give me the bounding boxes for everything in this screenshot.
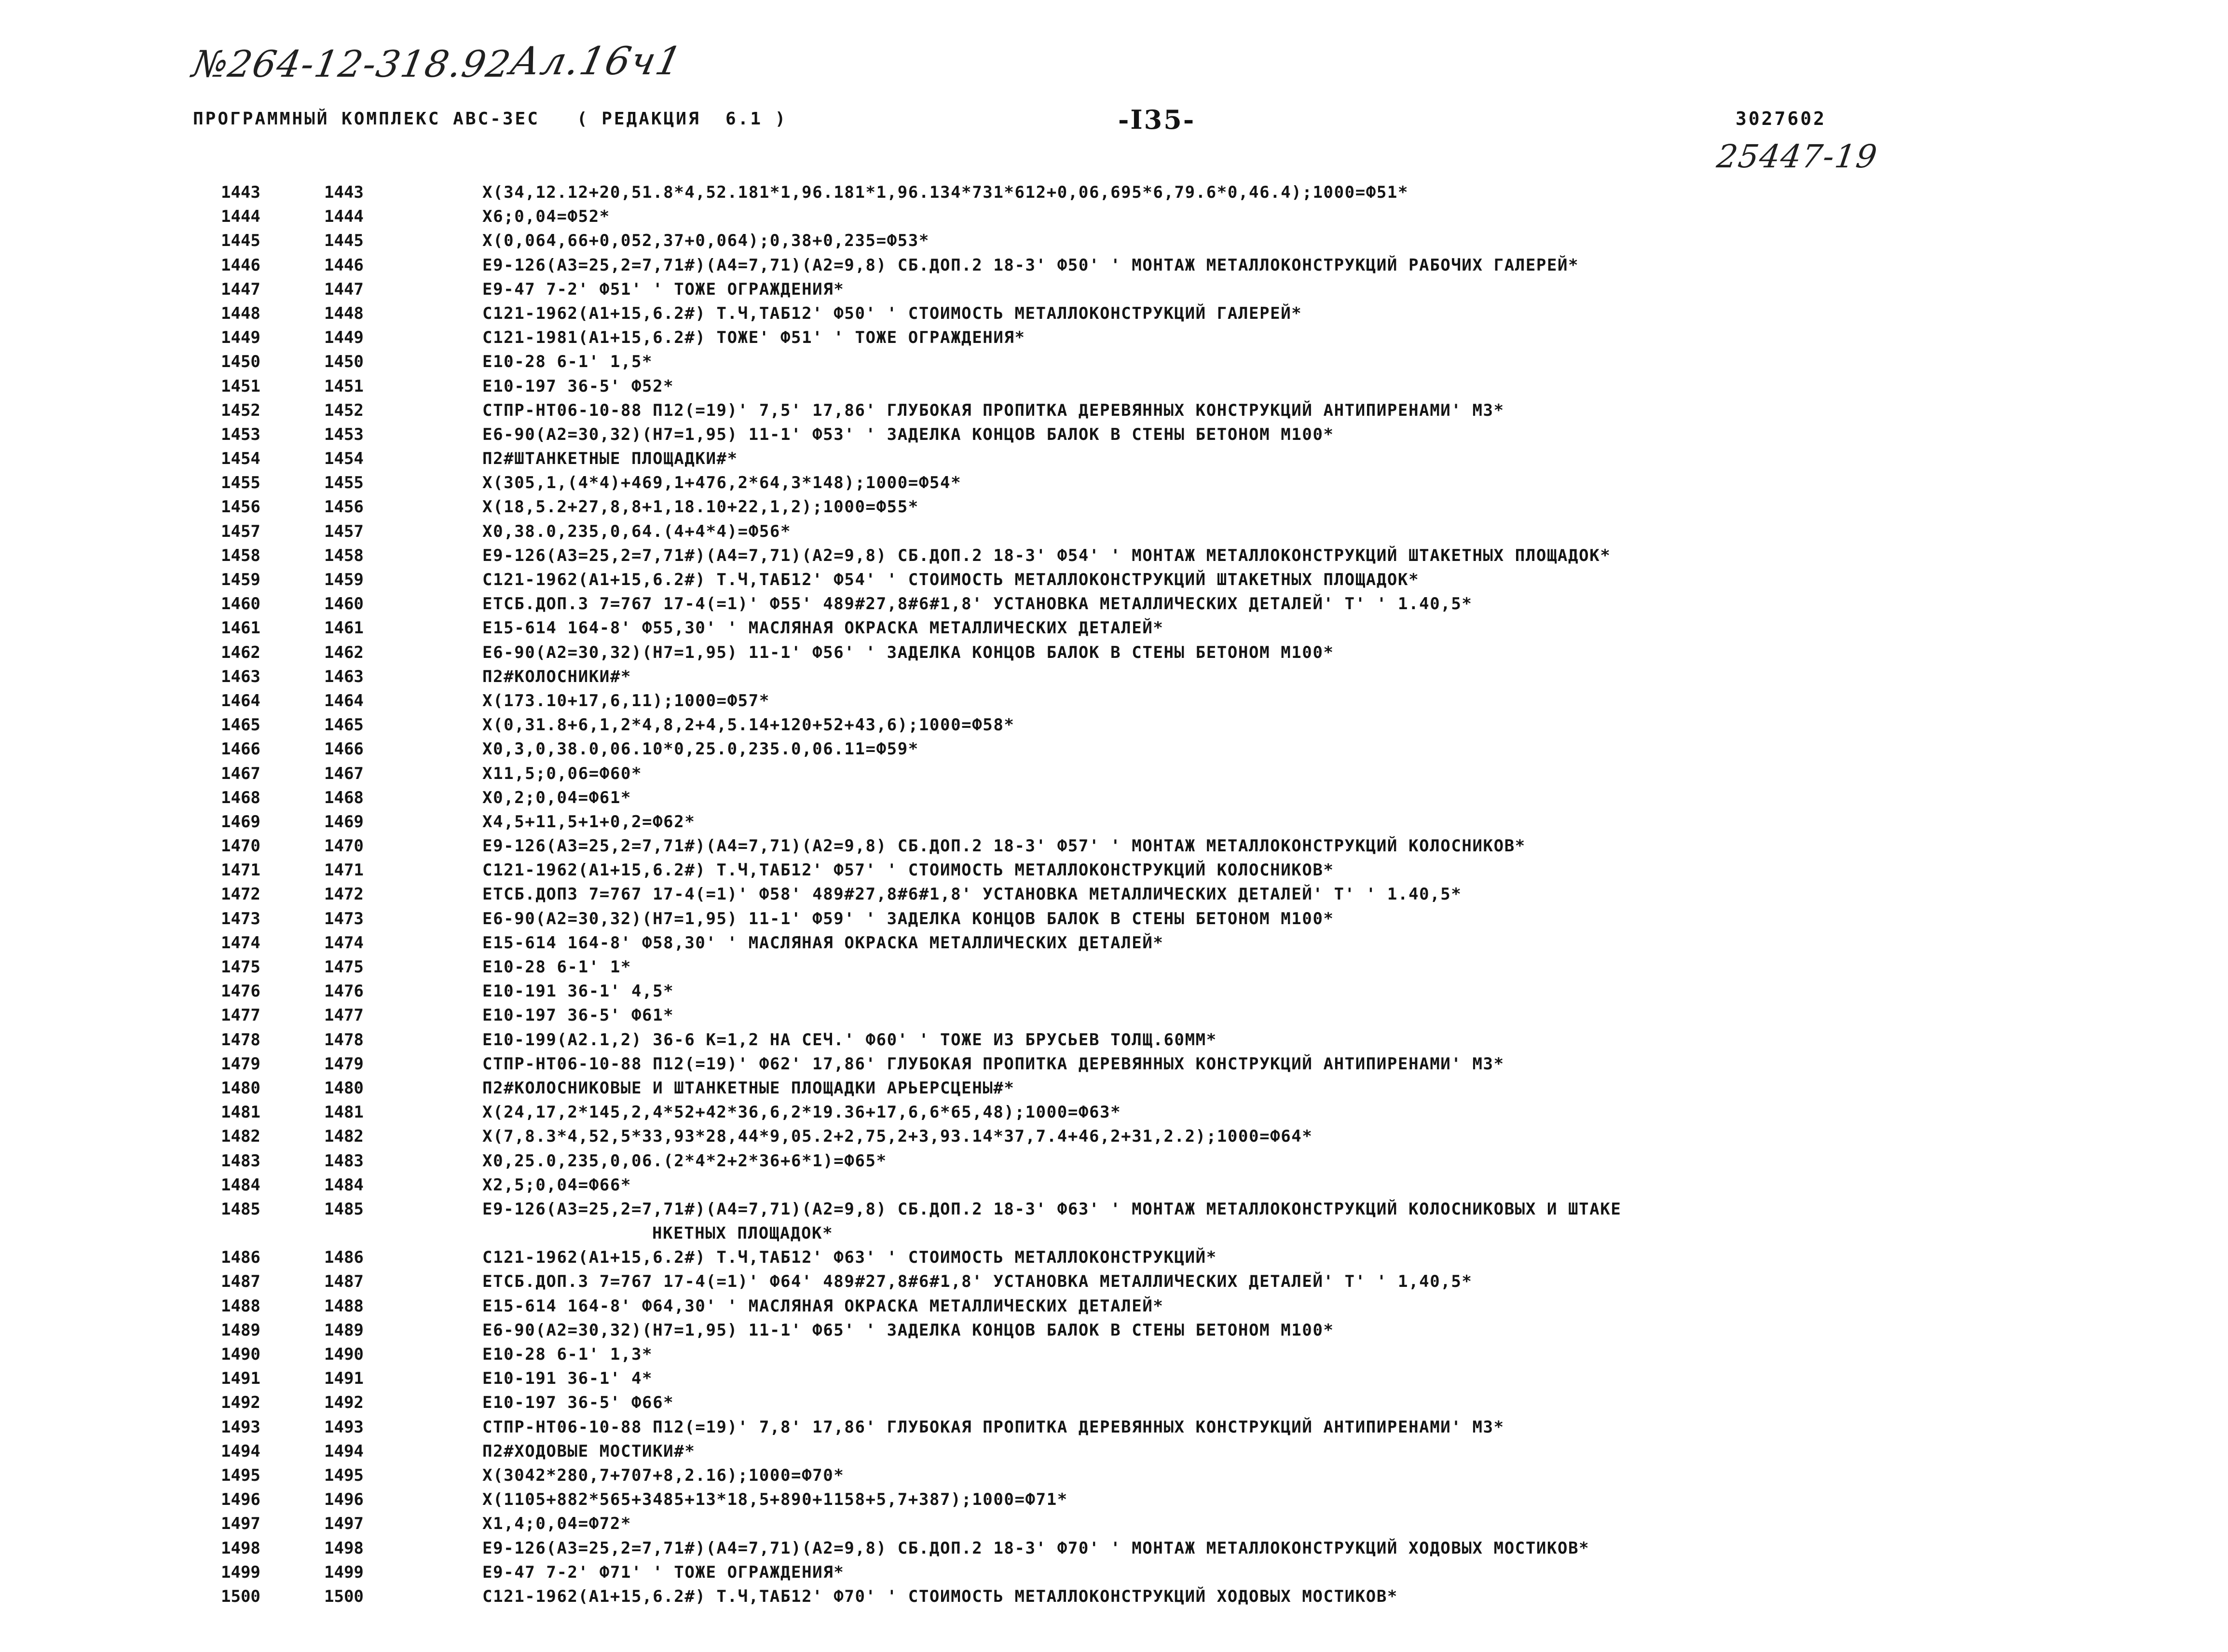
statement-text	[482, 762, 2171, 786]
line-number: 1459	[221, 570, 260, 589]
listing-line	[0, 495, 2228, 519]
line-number: 1472	[221, 885, 260, 904]
statement-number: 1446	[324, 255, 364, 275]
line-number: 1453	[221, 424, 260, 444]
statement-number: 1474	[324, 933, 364, 953]
statement-main-text: П2#ХОДОВЫЕ МОСТИКИ#*	[482, 1441, 696, 1461]
statement-text	[482, 1100, 2171, 1124]
listing-line	[0, 253, 2228, 277]
statement-main-text: X0,38.0,235,0,64.(4+4*4)=Ф56*	[482, 521, 792, 541]
statement-main-text: X(3042*280,7+707+8,2.16);1000=Ф70*	[482, 1465, 845, 1485]
statement-number: 1497	[324, 1514, 364, 1534]
listing-line	[0, 979, 2228, 1003]
statement-main-text: ЕТСБ.ДОП3 7=767 17-4(=1)' Ф58' 489#27,8#6#1,8' УСТАНОВКА МЕТАЛЛИЧЕСКИХ ДЕТАЛЕЙ' Т' ' 1.40,5*	[482, 885, 1462, 904]
statement-main-text: E6-90(A2=30,32)(H7=1,95) 11-1' Ф59' ' ЗАДЕЛКА КОНЦОВ БАЛОК В СТЕНЫ БЕТОНОМ М100*	[482, 909, 1334, 928]
statement-main-text: C121-1962(A1+15,6.2#) Т.Ч,ТАБ12' Ф50' ' СТОИМОСТЬ МЕТАЛЛОКОНСТРУКЦИЙ ГАЛЕРЕЙ*	[482, 303, 1302, 323]
listing-line	[0, 229, 2228, 253]
statement-main-text: E10-191 36-1' 4*	[482, 1369, 653, 1389]
statement-number: 1486	[324, 1248, 364, 1268]
listing-line	[0, 1463, 2228, 1488]
listing-line	[0, 326, 2228, 350]
statement-main-text: E9-126(A3=25,2=7,71#)(A4=7,71)(A2=9,8) СБ.ДОП.2 18-3' Ф57' ' МОНТАЖ МЕТАЛЛОКОНСТРУКЦИЙ КОЛОСНИКОВ*	[482, 836, 1526, 856]
statement-main-text: E10-199(A2.1,2) 36-6 К=1,2 НА СЕЧ.' Ф60' ' ТОЖЕ ИЗ БРУСЬЕВ ТОЛЩ.60ММ*	[482, 1030, 1217, 1050]
listing-line	[0, 737, 2228, 761]
statement-number: 1498	[324, 1538, 364, 1558]
statement-main-text: E10-28 6-1' 1*	[482, 957, 631, 977]
handwritten-document-number: 25447-19	[1714, 138, 1880, 175]
statement-main-text: X(0,31.8+6,1,2*4,8,2+4,5.14+120+52+43,6);1000=Ф58*	[482, 715, 1015, 735]
listing-line	[0, 810, 2228, 834]
statement-text	[482, 568, 2171, 592]
line-number: 1461	[221, 618, 260, 638]
statement-number: 1494	[324, 1441, 364, 1461]
line-number: 1458	[221, 546, 260, 565]
line-number: 1475	[221, 957, 260, 977]
statement-text	[482, 447, 2171, 471]
line-number: 1469	[221, 812, 260, 832]
statement-text	[482, 1173, 2171, 1197]
statement-text	[482, 1270, 2171, 1294]
statement-text	[482, 665, 2171, 689]
statement-main-text: X4,5+11,5+1+0,2=Ф62*	[482, 812, 696, 832]
statement-main-text: E6-90(A2=30,32)(H7=1,95) 11-1' Ф53' ' ЗАДЕЛКА КОНЦОВ БАЛОК В СТЕНЫ БЕТОНОМ М100*	[482, 424, 1334, 444]
statement-text	[482, 1366, 2171, 1391]
line-number: 1465	[221, 715, 260, 735]
listing-line	[0, 471, 2228, 495]
line-number: 1487	[221, 1272, 260, 1292]
listing-line	[0, 689, 2228, 713]
statement-text	[482, 1560, 2171, 1584]
line-number: 1498	[221, 1538, 260, 1558]
line-number: 1493	[221, 1417, 260, 1437]
line-number: 1480	[221, 1078, 260, 1098]
statement-number: 1479	[324, 1054, 364, 1074]
listing-line	[0, 641, 2228, 665]
line-number: 1446	[221, 255, 260, 275]
statement-number: 1499	[324, 1562, 364, 1582]
listing-line	[0, 858, 2228, 882]
statement-main-text: E6-90(A2=30,32)(H7=1,95) 11-1' Ф65' ' ЗАДЕЛКА КОНЦОВ БАЛОК В СТЕНЫ БЕТОНОМ М100*	[482, 1320, 1334, 1340]
statement-main-text: E9-47 7-2' Ф71' ' ТОЖЕ ОГРАЖДЕНИЯ*	[482, 1562, 845, 1582]
statement-text	[482, 471, 2171, 495]
listing-line	[0, 1270, 2228, 1294]
statement-number: 1488	[324, 1296, 364, 1316]
statement-text	[482, 882, 2171, 906]
statement-main-text: П2#ШТАНКЕТНЫЕ ПЛОЩАДКИ#*	[482, 449, 738, 469]
statement-main-text: E6-90(A2=30,32)(H7=1,95) 11-1' Ф56' ' ЗАДЕЛКА КОНЦОВ БАЛОК В СТЕНЫ БЕТОНОМ М100*	[482, 642, 1334, 662]
listing-line	[0, 931, 2228, 955]
line-number: 1484	[221, 1175, 260, 1195]
statement-number: 1455	[324, 473, 364, 493]
statement-main-text: X2,5;0,04=Ф66*	[482, 1175, 631, 1195]
statement-number: 1485	[324, 1199, 364, 1219]
statement-main-text: C121-1962(A1+15,6.2#) Т.Ч,ТАБ12' Ф70' ' СТОИМОСТЬ МЕТАЛЛОКОНСТРУКЦИЙ ХОДОВЫХ МОСТИКОВ*	[482, 1586, 1398, 1606]
statement-number: 1443	[324, 183, 364, 202]
statement-main-text: П2#КОЛОСНИКИ#*	[482, 667, 631, 686]
statement-text	[482, 1342, 2171, 1366]
statement-number: 1489	[324, 1320, 364, 1340]
statement-main-text: E10-191 36-1' 4,5*	[482, 982, 674, 1001]
statement-main-text: E15-614 164-8' Ф58,30' ' МАСЛЯНАЯ ОКРАСКА МЕТАЛЛИЧЕСКИХ ДЕТАЛЕЙ*	[482, 933, 1164, 953]
statement-number: 1473	[324, 909, 364, 928]
statement-number: 1492	[324, 1393, 364, 1413]
line-number: 1476	[221, 982, 260, 1001]
statement-text	[482, 495, 2171, 519]
statement-text	[482, 713, 2171, 737]
document-code: 3027602	[1736, 108, 1827, 129]
listing-line	[0, 398, 2228, 423]
statement-number: 1484	[324, 1175, 364, 1195]
statement-main-text: E10-197 36-5' Ф66*	[482, 1393, 674, 1413]
line-number: 1492	[221, 1393, 260, 1413]
statement-main-text: X6;0,04=Ф52*	[482, 207, 610, 227]
listing-line	[0, 1391, 2228, 1415]
statement-text	[482, 253, 2171, 277]
statement-main-text: E9-126(A3=25,2=7,71#)(A4=7,71)(A2=9,8) СБ.ДОП.2 18-3' Ф50' ' МОНТАЖ МЕТАЛЛОКОНСТРУКЦИЙ РАБОЧИХ ГАЛЕРЕЙ*	[482, 255, 1579, 275]
statement-text	[482, 616, 2171, 640]
line-number: 1482	[221, 1127, 260, 1147]
listing-line	[0, 834, 2228, 858]
listing-line	[0, 592, 2228, 616]
listing-line	[0, 423, 2228, 447]
statement-main-text: C121-1962(A1+15,6.2#) Т.Ч,ТАБ12' Ф54' ' СТОИМОСТЬ МЕТАЛЛОКОНСТРУКЦИЙ ШТАКЕТНЫХ ПЛОЩАДОК*	[482, 570, 1420, 589]
statement-text	[482, 374, 2171, 398]
listing-line	[0, 447, 2228, 471]
line-number: 1495	[221, 1465, 260, 1485]
statement-text	[482, 1245, 2171, 1270]
listing-line	[0, 713, 2228, 737]
statement-main-text: X0,3,0,38.0,06.10*0,25.0,235.0,06.11=Ф59*	[482, 739, 919, 759]
statement-number: 1472	[324, 885, 364, 904]
statement-main-text: X(34,12.12+20,51.8*4,52.181*1,96.181*1,96.134*731*612+0,06,695*6,79.6*0,46.4);1000=Ф51*	[482, 183, 1409, 202]
statement-main-text: СТПР-НТ06-10-88 П12(=19)' 7,5' 17,86' ГЛУБОКАЯ ПРОПИТКА ДЕРЕВЯННЫХ КОНСТРУКЦИЙ АНТИПИРЕНАМИ' М3*	[482, 400, 1504, 420]
statement-main-text: E9-126(A3=25,2=7,71#)(A4=7,71)(A2=9,8) СБ.ДОП.2 18-3' Ф54' ' МОНТАЖ МЕТАЛЛОКОНСТРУКЦИЙ ШТАКЕТНЫХ ПЛОЩАДОК*	[482, 546, 1611, 565]
statement-main-text: E15-614 164-8' Ф55,30' ' МАСЛЯНАЯ ОКРАСКА МЕТАЛЛИЧЕСКИХ ДЕТАЛЕЙ*	[482, 618, 1164, 638]
statement-text	[482, 786, 2171, 810]
statement-text	[482, 326, 2171, 350]
statement-text	[482, 519, 2171, 544]
statement-main-text: X(7,8.3*4,52,5*33,93*28,44*9,05.2+2,75,2+3,93.14*37,7.4+46,2+31,2.2);1000=Ф64*	[482, 1127, 1313, 1147]
statement-main-text: X(24,17,2*145,2,4*52+42*36,6,2*19.36+17,6,6*65,48);1000=Ф63*	[482, 1103, 1121, 1122]
statement-main-text: C121-1962(A1+15,6.2#) Т.Ч,ТАБ12' Ф63' ' СТОИМОСТЬ МЕТАЛЛОКОНСТРУКЦИЙ*	[482, 1248, 1217, 1268]
statement-text	[482, 1003, 2171, 1027]
statement-text	[482, 907, 2171, 931]
line-number: 1499	[221, 1562, 260, 1582]
statement-number: 1463	[324, 667, 364, 686]
statement-text	[482, 1149, 2171, 1173]
listing-line	[0, 1415, 2228, 1439]
listing-line	[0, 955, 2228, 979]
statement-text	[482, 737, 2171, 761]
line-number: 1483	[221, 1151, 260, 1171]
listing-line	[0, 1173, 2228, 1197]
line-number: 1477	[221, 1006, 260, 1025]
statement-main-text: СТПР-НТ06-10-88 П12(=19)' Ф62' 17,86' ГЛУБОКАЯ ПРОПИТКА ДЕРЕВЯННЫХ КОНСТРУКЦИЙ АНТИПИРЕНАМИ' М3*	[482, 1054, 1504, 1074]
listing-line	[0, 1052, 2228, 1076]
statement-number: 1468	[324, 788, 364, 807]
listing-line	[0, 786, 2228, 810]
statement-text	[482, 1124, 2171, 1148]
statement-number: 1482	[324, 1127, 364, 1147]
statement-text	[482, 1028, 2171, 1052]
line-number: 1470	[221, 836, 260, 856]
statement-text	[482, 1294, 2171, 1318]
line-number: 1456	[221, 497, 260, 517]
statement-number: 1483	[324, 1151, 364, 1171]
line-number: 1467	[221, 764, 260, 783]
statement-main-text: E10-197 36-5' Ф61*	[482, 1006, 674, 1025]
statement-main-text: X(0,064,66+0,052,37+0,064);0,38+0,235=Ф53*	[482, 231, 929, 251]
listing-line	[0, 301, 2228, 326]
listing-line	[0, 568, 2228, 592]
statement-main-text: C121-1962(A1+15,6.2#) Т.Ч,ТАБ12' Ф57' ' СТОИМОСТЬ МЕТАЛЛОКОНСТРУКЦИЙ КОЛОСНИКОВ*	[482, 860, 1334, 880]
statement-number: 1447	[324, 279, 364, 299]
statement-main-text: E15-614 164-8' Ф64,30' ' МАСЛЯНАЯ ОКРАСКА МЕТАЛЛИЧЕСКИХ ДЕТАЛЕЙ*	[482, 1296, 1164, 1316]
listing-line	[0, 907, 2228, 931]
statement-text	[482, 423, 2171, 447]
listing-line	[0, 665, 2228, 689]
statement-main-text: E10-197 36-5' Ф52*	[482, 376, 674, 396]
listing-line	[0, 1536, 2228, 1560]
statement-number: 1487	[324, 1272, 364, 1292]
statement-number: 1452	[324, 400, 364, 420]
line-number: 1486	[221, 1248, 260, 1268]
line-number: 1473	[221, 909, 260, 928]
listing-line	[0, 1149, 2228, 1173]
statement-number: 1466	[324, 739, 364, 759]
statement-number: 1461	[324, 618, 364, 638]
statement-text	[482, 398, 2171, 423]
statement-main-text: СТПР-НТ06-10-88 П12(=19)' 7,8' 17,86' ГЛУБОКАЯ ПРОПИТКА ДЕРЕВЯННЫХ КОНСТРУКЦИЙ АНТИПИРЕНАМИ' М3*	[482, 1417, 1504, 1437]
listing-line	[0, 277, 2228, 301]
statement-number: 1467	[324, 764, 364, 783]
statement-number: 1477	[324, 1006, 364, 1025]
program-header: ПРОГРАММНЫЙ КОМПЛЕКС АВС-3ЕС ( РЕДАКЦИЯ 6.1 )	[193, 109, 788, 129]
statement-text	[482, 1536, 2171, 1560]
listing-line	[0, 1124, 2228, 1148]
statement-number: 1496	[324, 1490, 364, 1510]
statement-text	[482, 180, 2171, 205]
line-number: 1460	[221, 594, 260, 614]
statement-number: 1476	[324, 982, 364, 1001]
listing-line	[0, 1245, 2228, 1270]
statement-number: 1457	[324, 521, 364, 541]
line-number: 1478	[221, 1030, 260, 1050]
line-number: 1471	[221, 860, 260, 880]
statement-text	[482, 858, 2171, 882]
statement-main-text: E9-126(A3=25,2=7,71#)(A4=7,71)(A2=9,8) СБ.ДОП.2 18-3' Ф70' ' МОНТАЖ МЕТАЛЛОКОНСТРУКЦИЙ ХОДОВЫХ МОСТИКОВ*	[482, 1538, 1590, 1558]
statement-number: 1454	[324, 449, 364, 469]
statement-number: 1495	[324, 1465, 364, 1485]
statement-number: 1462	[324, 642, 364, 662]
line-number: 1457	[221, 521, 260, 541]
listing-line	[0, 1512, 2228, 1536]
listing-line	[0, 616, 2228, 640]
line-number: 1466	[221, 739, 260, 759]
statement-text	[482, 1076, 2171, 1100]
line-number: 1451	[221, 376, 260, 396]
line-number: 1447	[221, 279, 260, 299]
line-number: 1494	[221, 1441, 260, 1461]
statement-text	[482, 1318, 2171, 1342]
statement-text	[482, 229, 2171, 253]
statement-number: 1481	[324, 1103, 364, 1122]
line-number: 1463	[221, 667, 260, 686]
statement-main-text: ЕТСБ.ДОП.3 7=767 17-4(=1)' Ф55' 489#27,8#6#1,8' УСТАНОВКА МЕТАЛЛИЧЕСКИХ ДЕТАЛЕЙ' Т' ' 1.40,5*	[482, 594, 1473, 614]
statement-number: 1449	[324, 328, 364, 348]
statement-number: 1491	[324, 1369, 364, 1389]
listing-line	[0, 1100, 2228, 1124]
statement-text	[482, 810, 2171, 834]
statement-text	[482, 834, 2171, 858]
line-number: 1444	[221, 207, 260, 227]
statement-text	[482, 1197, 2171, 1245]
line-number: 1452	[221, 400, 260, 420]
statement-text	[482, 931, 2171, 955]
listing-line	[0, 1076, 2228, 1100]
statement-number: 1460	[324, 594, 364, 614]
statement-main-text: X11,5;0,06=Ф60*	[482, 764, 642, 783]
statement-text	[482, 1488, 2171, 1512]
statement-text	[482, 205, 2171, 229]
listing-line	[0, 1197, 2228, 1245]
statement-text	[482, 1391, 2171, 1415]
statement-number: 1444	[324, 207, 364, 227]
code-listing	[0, 180, 2228, 1609]
statement-main-text: C121-1981(A1+15,6.2#) ТОЖЕ' Ф51' ' ТОЖЕ ОГРАЖДЕНИЯ*	[482, 328, 1025, 348]
line-number: 1468	[221, 788, 260, 807]
statement-text	[482, 1512, 2171, 1536]
statement-text	[482, 1052, 2171, 1076]
line-number: 1462	[221, 642, 260, 662]
line-number: 1455	[221, 473, 260, 493]
statement-main-text: X(305,1,(4*4)+469,1+476,2*64,3*148);1000=Ф54*	[482, 473, 962, 493]
line-number: 1488	[221, 1296, 260, 1316]
listing-line	[0, 1342, 2228, 1366]
statement-main-text: X(173.10+17,6,11);1000=Ф57*	[482, 691, 770, 710]
statement-text	[482, 1463, 2171, 1488]
line-number: 1443	[221, 183, 260, 202]
statement-text	[482, 544, 2171, 568]
statement-number: 1480	[324, 1078, 364, 1098]
listing-line	[0, 374, 2228, 398]
line-number: 1491	[221, 1369, 260, 1389]
listing-line	[0, 519, 2228, 544]
statement-text	[482, 277, 2171, 301]
statement-main-text: П2#КОЛОСНИКОВЫЕ И ШТАНКЕТНЫЕ ПЛОЩАДКИ АРЬЕРСЦЕНЫ#*	[482, 1078, 1015, 1098]
line-number: 1497	[221, 1514, 260, 1534]
statement-main-text: E9-126(A3=25,2=7,71#)(A4=7,71)(A2=9,8) СБ.ДОП.2 18-3' Ф63' ' МОНТАЖ МЕТАЛЛОКОНСТРУКЦИЙ КОЛОСНИКОВЫХ И ШТАКЕ	[482, 1199, 1622, 1219]
statement-number: 1493	[324, 1417, 364, 1437]
listing-line	[0, 1028, 2228, 1052]
line-number: 1454	[221, 449, 260, 469]
line-number: 1500	[221, 1586, 260, 1606]
statement-number: 1465	[324, 715, 364, 735]
line-number: 1485	[221, 1199, 260, 1219]
listing-line	[0, 882, 2228, 906]
statement-main-text: E10-28 6-1' 1,3*	[482, 1345, 653, 1365]
line-number: 1496	[221, 1490, 260, 1510]
line-number: 1489	[221, 1320, 260, 1340]
line-number: 1479	[221, 1054, 260, 1074]
listing-line	[0, 544, 2228, 568]
listing-line	[0, 1366, 2228, 1391]
statement-number: 1458	[324, 546, 364, 565]
statement-number: 1459	[324, 570, 364, 589]
line-number: 1464	[221, 691, 260, 710]
line-number: 1445	[221, 231, 260, 251]
handwritten-sheet-note: Ал.16ч1	[506, 39, 687, 83]
line-number: 1449	[221, 328, 260, 348]
handwritten-registry-number: №264-12-318.92	[189, 42, 515, 85]
statement-main-text: X0,2;0,04=Ф61*	[482, 788, 631, 807]
statement-text	[482, 1415, 2171, 1439]
statement-number: 1453	[324, 424, 364, 444]
statement-main-text: X0,25.0,235,0,06.(2*4*2+2*36+6*1)=Ф65*	[482, 1151, 887, 1171]
statement-main-text: E10-28 6-1' 1,5*	[482, 352, 653, 372]
listing-line	[0, 1003, 2228, 1027]
line-number: 1450	[221, 352, 260, 372]
line-number: 1481	[221, 1103, 260, 1122]
statement-number: 1500	[324, 1586, 364, 1606]
statement-text	[482, 979, 2171, 1003]
statement-number: 1478	[324, 1030, 364, 1050]
statement-number: 1469	[324, 812, 364, 832]
statement-number: 1445	[324, 231, 364, 251]
line-number: 1490	[221, 1345, 260, 1365]
line-number: 1448	[221, 303, 260, 323]
statement-text	[482, 1584, 2171, 1609]
statement-text	[482, 592, 2171, 616]
listing-line	[0, 762, 2228, 786]
statement-text	[482, 955, 2171, 979]
listing-line	[0, 1294, 2228, 1318]
statement-number: 1456	[324, 497, 364, 517]
statement-number: 1471	[324, 860, 364, 880]
statement-number: 1450	[324, 352, 364, 372]
listing-line	[0, 205, 2228, 229]
listing-line	[0, 1318, 2228, 1342]
listing-line	[0, 1488, 2228, 1512]
statement-number: 1475	[324, 957, 364, 977]
statement-text	[482, 301, 2171, 326]
page-number: -I35-	[1118, 104, 1196, 135]
statement-number: 1470	[324, 836, 364, 856]
statement-continuation: НКЕТНЫХ ПЛОЩАДОК*	[652, 1223, 834, 1243]
statement-main-text: E9-47 7-2' Ф51' ' ТОЖЕ ОГРАЖДЕНИЯ*	[482, 279, 845, 299]
listing-line	[0, 350, 2228, 374]
statement-number: 1490	[324, 1345, 364, 1365]
statement-text	[482, 689, 2171, 713]
line-number: 1474	[221, 933, 260, 953]
statement-text	[482, 1439, 2171, 1463]
statement-text	[482, 641, 2171, 665]
statement-main-text: X(1105+882*565+3485+13*18,5+890+1158+5,7+387);1000=Ф71*	[482, 1490, 1068, 1510]
listing-line	[0, 1584, 2228, 1609]
statement-main-text: ЕТСБ.ДОП.3 7=767 17-4(=1)' Ф64' 489#27,8#6#1,8' УСТАНОВКА МЕТАЛЛИЧЕСКИХ ДЕТАЛЕЙ' Т' ' 1,40,5*	[482, 1272, 1473, 1292]
listing-line	[0, 180, 2228, 205]
statement-main-text: X1,4;0,04=Ф72*	[482, 1514, 631, 1534]
listing-line	[0, 1439, 2228, 1463]
statement-number: 1448	[324, 303, 364, 323]
listing-line	[0, 1560, 2228, 1584]
statement-number: 1451	[324, 376, 364, 396]
statement-main-text: X(18,5.2+27,8,8+1,18.10+22,1,2);1000=Ф55*	[482, 497, 919, 517]
statement-text	[482, 350, 2171, 374]
statement-number: 1464	[324, 691, 364, 710]
